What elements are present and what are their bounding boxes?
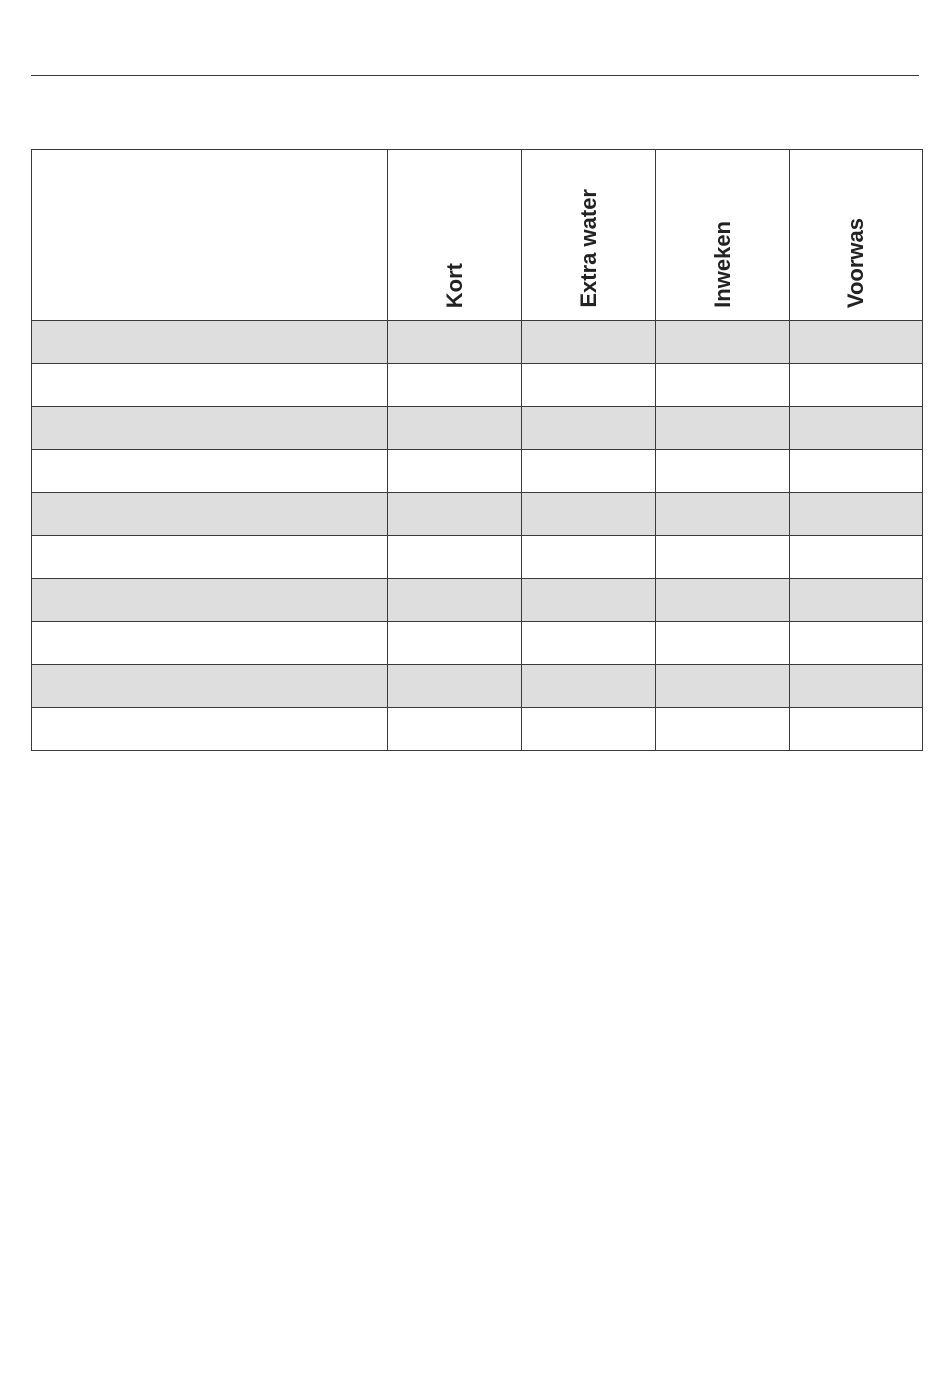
table-cell-voorwas — [790, 622, 923, 665]
options-table — [31, 149, 923, 751]
table-cell-inweken — [656, 364, 790, 407]
table-cell-voorwas — [790, 665, 923, 708]
table-row — [32, 665, 923, 708]
top-divider — [31, 75, 919, 76]
table-cell-inweken — [656, 407, 790, 450]
table-cell-kort — [388, 321, 522, 364]
table-cell-kort — [388, 622, 522, 665]
table-row — [32, 536, 923, 579]
table-cell-program — [32, 364, 388, 407]
table-cell-voorwas — [790, 536, 923, 579]
table-cell-voorwas — [790, 321, 923, 364]
header-label-voorwas: Voorwas — [843, 217, 868, 308]
table-cell-kort — [388, 493, 522, 536]
table-cell-voorwas — [790, 450, 923, 493]
table-cell-extra-water — [522, 665, 656, 708]
table-row — [32, 493, 923, 536]
table-cell-voorwas — [790, 364, 923, 407]
table-cell-inweken — [656, 579, 790, 622]
header-label-inweken: Inweken — [709, 221, 735, 308]
table-cell-inweken — [656, 665, 790, 708]
table-cell-kort — [388, 450, 522, 493]
table-cell-kort — [388, 708, 522, 751]
table-cell-inweken — [656, 450, 790, 493]
table-cell-kort — [388, 407, 522, 450]
table-cell-extra-water — [522, 579, 656, 622]
table-row — [32, 407, 923, 450]
table-row — [32, 622, 923, 665]
header-cell-extra-water — [522, 150, 656, 321]
table-cell-program — [32, 407, 388, 450]
table-cell-inweken — [656, 493, 790, 536]
header-row — [32, 150, 923, 321]
table-cell-extra-water — [522, 450, 656, 493]
header-cell-inweken — [656, 150, 790, 321]
table-cell-extra-water — [522, 364, 656, 407]
table-cell-program — [32, 579, 388, 622]
table-cell-inweken — [656, 708, 790, 751]
table-cell-extra-water — [522, 536, 656, 579]
table-row — [32, 708, 923, 751]
table-cell-kort — [388, 579, 522, 622]
table-cell-program — [32, 665, 388, 708]
table-cell-kort — [388, 364, 522, 407]
table-row — [32, 579, 923, 622]
table-body — [32, 321, 923, 751]
table-cell-extra-water — [522, 493, 656, 536]
header-cell-kort — [388, 150, 522, 321]
table-cell-kort — [388, 536, 522, 579]
table-cell-program — [32, 708, 388, 751]
header-cell-program — [32, 150, 388, 321]
table-cell-program — [32, 321, 388, 364]
table-cell-voorwas — [790, 579, 923, 622]
table-row — [32, 450, 923, 493]
table-cell-voorwas — [790, 407, 923, 450]
table-cell-inweken — [656, 321, 790, 364]
table-cell-program — [32, 536, 388, 579]
table-cell-program — [32, 450, 388, 493]
table-cell-voorwas — [790, 708, 923, 751]
table-cell-program — [32, 493, 388, 536]
table-cell-extra-water — [522, 708, 656, 751]
header-label-extra-water: Extra water — [575, 189, 601, 308]
header-label-kort: Kort — [441, 262, 467, 308]
table-cell-kort — [388, 665, 522, 708]
table-row — [32, 364, 923, 407]
table-cell-extra-water — [522, 321, 656, 364]
table-cell-extra-water — [522, 407, 656, 450]
table-cell-program — [32, 622, 388, 665]
table-cell-voorwas — [790, 493, 923, 536]
table-row — [32, 321, 923, 364]
table-cell-inweken — [656, 622, 790, 665]
table-cell-extra-water — [522, 622, 656, 665]
table-cell-inweken — [656, 536, 790, 579]
header-cell-voorwas — [790, 150, 923, 321]
